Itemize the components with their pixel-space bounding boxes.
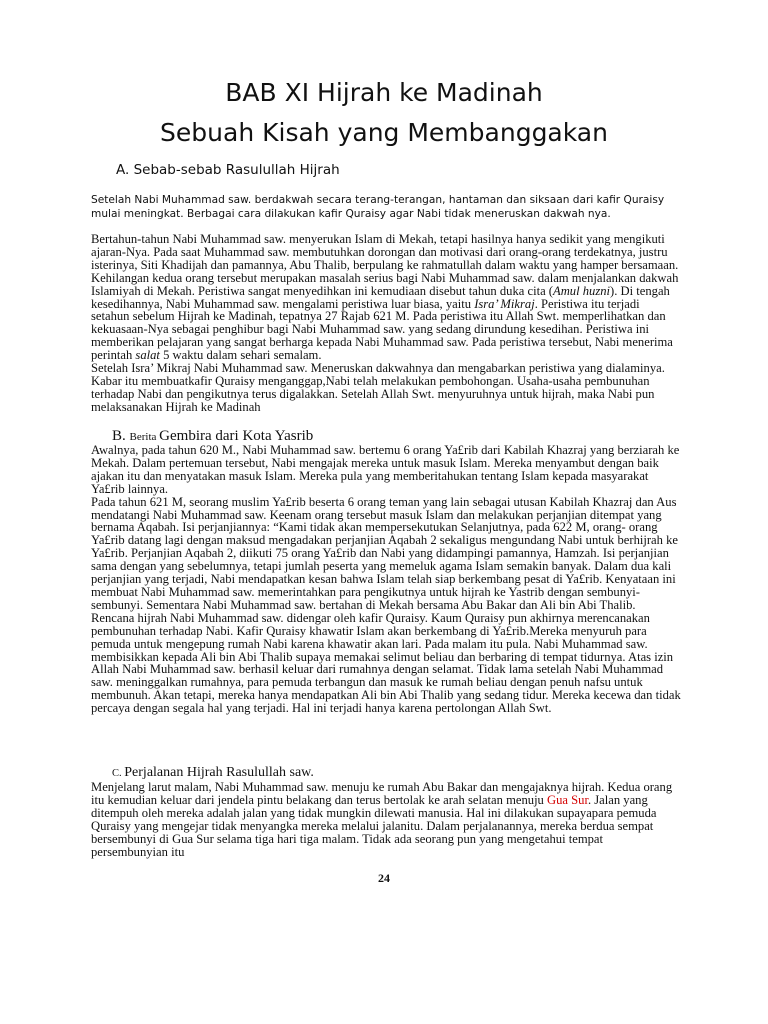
section-b-body xyxy=(91,444,681,715)
section-a-intro: Setelah Nabi Muhammad saw. berdakwah secara terang-terangan, hantaman dan siksaan dari kafir Quraisy mulai meningkat. Berbagai cara dilakukan kafir Quraisy agar Nabi tidak meneruskan dakwah nya. xyxy=(91,194,665,220)
section-c-paragraph-1: Menjelang larut malam, Nabi Muhammad saw. menuju ke rumah Abu Bakar dan mengajaknya hijrah. Kedua orang itu kemudian keluar dari jendela pintu belakang dan terus bertolak ke arah selatan menuju Gua Sur. Jalan yang ditempuh oleh mereka adalah jalan yang tidak mungkin dilewati manusia. Hal ini dilakukan supayapara pemuda Quraisy yang mengejar tidak menyangka mereka melalui jalanitu. Dalam perjalanannya, mereka berdua sempat bersembunyi di Gua Sur selama tiga hari tiga malam. Tidak ada seorang pun yang mengetahui tempat persembunyian itu xyxy=(91,780,673,859)
section-a-paragraph-1: Bertahun-tahun Nabi Muhammad saw. menyerukan Islam di Mekah, tetapi hasilnya hanya sedikit yang mengikuti ajaran-Nya. Pada saat Muhammad saw. membutuhkan dorongan dan motivasi dari orang-orang terdekatnya, justru isterinya, Siti Khadijah dan pamannya, Abu Thalib, berpulang ke rahmatullah dalam waktu yang hamper bersamaan. Kehilangan kedua orang tersebut merupakan masalah serius bagi Nabi Muhammad saw. dalam menjalankan dakwah Islamiyah di Mekah. Peristiwa sangat menyedihkan ini kemudiaan disebut tahun duka cita (Amul huzni). Di tengah kesedihannya, Nabi Muhammad saw. mengalami peristiwa luar biasa, yaitu Isra’ Mikraj. Peristiwa itu terjadi setahun sebelum Hijrah ke Madinah, tepatnya 27 Rajab 621 M. Pada peristiwa itu Allah Swt. memperlihatkan dan kekuasaan-Nya sebagai penghibur bagi Nabi Muhammad saw. yang sedang dirundung kesedihan. Peristiwa ini memberikan pelajaran yang sangat berharga kepada Nabi Muhammad saw. Pada peristiwa tersebut, Nabi menerima perintah salat 5 waktu dalam sehari semalam. xyxy=(91,232,679,363)
gua-sur-highlight: Gua Sur xyxy=(547,792,588,807)
chapter-subtitle: Sebuah Kisah yang Membanggakan xyxy=(160,118,608,147)
section-c-heading: C. Perjalanan Hijrah Rasulullah saw. xyxy=(112,765,314,780)
section-b-heading: B. Berita Gembira dari Kota Yasrib xyxy=(112,428,314,444)
section-a-heading: A. Sebab-sebab Rasulullah Hijrah xyxy=(116,162,340,178)
chapter-title: BAB XI Hijrah ke Madinah xyxy=(225,78,543,107)
section-c-body xyxy=(91,781,681,858)
section-a-paragraph-2: Setelah Isra’ Mikraj Nabi Muhammad saw. Meneruskan dakwahnya dan mengabarkan peristiwa yang dialaminya. Kabar itu membuatkafir Quraisy menganggap,Nabi telah melakukan pembohongan. Usaha-usaha pembunuhan terhadap Nabi dan pengikutnya terus digalakkan. Setelah Allah Swt. menyuruhnya untuk hijrah, maka Nabi pun melaksanakan Hijrah ke Madinah xyxy=(91,361,665,414)
section-b-paragraph-2: Pada tahun 621 M, seorang muslim Ya£rib beserta 6 orang teman yang lain sebagai utusan Kabilah Khazraj dan Aus mendatangi Nabi Muhammad saw. Keenam orang tersebut masuk Islam dan melakukan perjanjian ditempat yang bernama Aqabah. Isi perjanjiannya: “Kami tidak akan mempersekutukan Selanjutnya, pada 622 M, orang- orang Ya£rib datang lagi dengan maksud mengadakan perjanjian Aqabah 2 sekaligus mengundang Nabi untuk berhijrah ke Ya£rib. Perjanjian Aqabah 2, diikuti 75 orang Ya£rib dan Nabi yang didampingi pamannya, Hamzah. Isi perjanjian sama dengan yang sebelumnya, tetapi jumlah peserta yang memeluk agama Islam semakin banyak. Dalam dua kali perjanjian yang terjadi, Nabi mendapatkan kesan bahwa Islam telah siap berkembang pesat di Ya£rib. Kenyataan ini membuat Nabi Muhammad saw. memerintahkan para pengikutnya untuk hijrah ke Yastrib dengan sembunyi-sembunyi. Sementara Nabi Muhammad saw. bertahan di Mekah bersama Abu Bakar dan Ali bin Abi Thalib. xyxy=(91,494,678,612)
section-a-body xyxy=(91,233,681,414)
page-number: 24 xyxy=(378,871,390,885)
section-b-paragraph-3: Rencana hijrah Nabi Muhammad saw. didengar oleh kafir Quraisy. Kaum Quraisy pun akhirnya merencanakan pembunuhan terhadap Nabi. Kafir Quraisy khawatir Islam akan berkembang di Ya£rib.Mereka menyuruh para pemuda untuk mengepung rumah Nabi karena khawatir akan lari. Pada malam itu pula. Nabi Muhammad saw. membisikkan kepada Ali bin Abi Thalib supaya memakai selimut beliau dan berbaring di tempat tidurnya. Atas izin Allah Nabi Muhammad saw. berhasil keluar dari rumahnya dengan selamat. Tidak lama setelah Nabi Muhammad saw. meninggalkan rumahnya, para pemuda terbangun dan masuk ke rumah beliau dengan penuh nafsu untuk membunuh. Akan tetapi, mereka hanya mendapatkan Ali bin Abi Thalib yang sedang tidur. Mereka kecewa dan tidak percaya dengan segala hal yang terjadi. Hal ini terjadi hanya karena pertolongan Allah Swt. xyxy=(91,610,681,716)
section-b-paragraph-1: Awalnya, pada tahun 620 M., Nabi Muhammad saw. bertemu 6 orang Ya£rib dari Kabilah Khazraj yang berziarah ke Mekah. Dalam pertemuan tersebut, Nabi mengajak mereka untuk masuk Islam. Mereka menyambut dengan baik ajakan itu dan menyatakan masuk Islam. Mereka pula yang memberitahukan tentang Islam kepada masyarakat Ya£rib lainnya. xyxy=(91,443,680,496)
